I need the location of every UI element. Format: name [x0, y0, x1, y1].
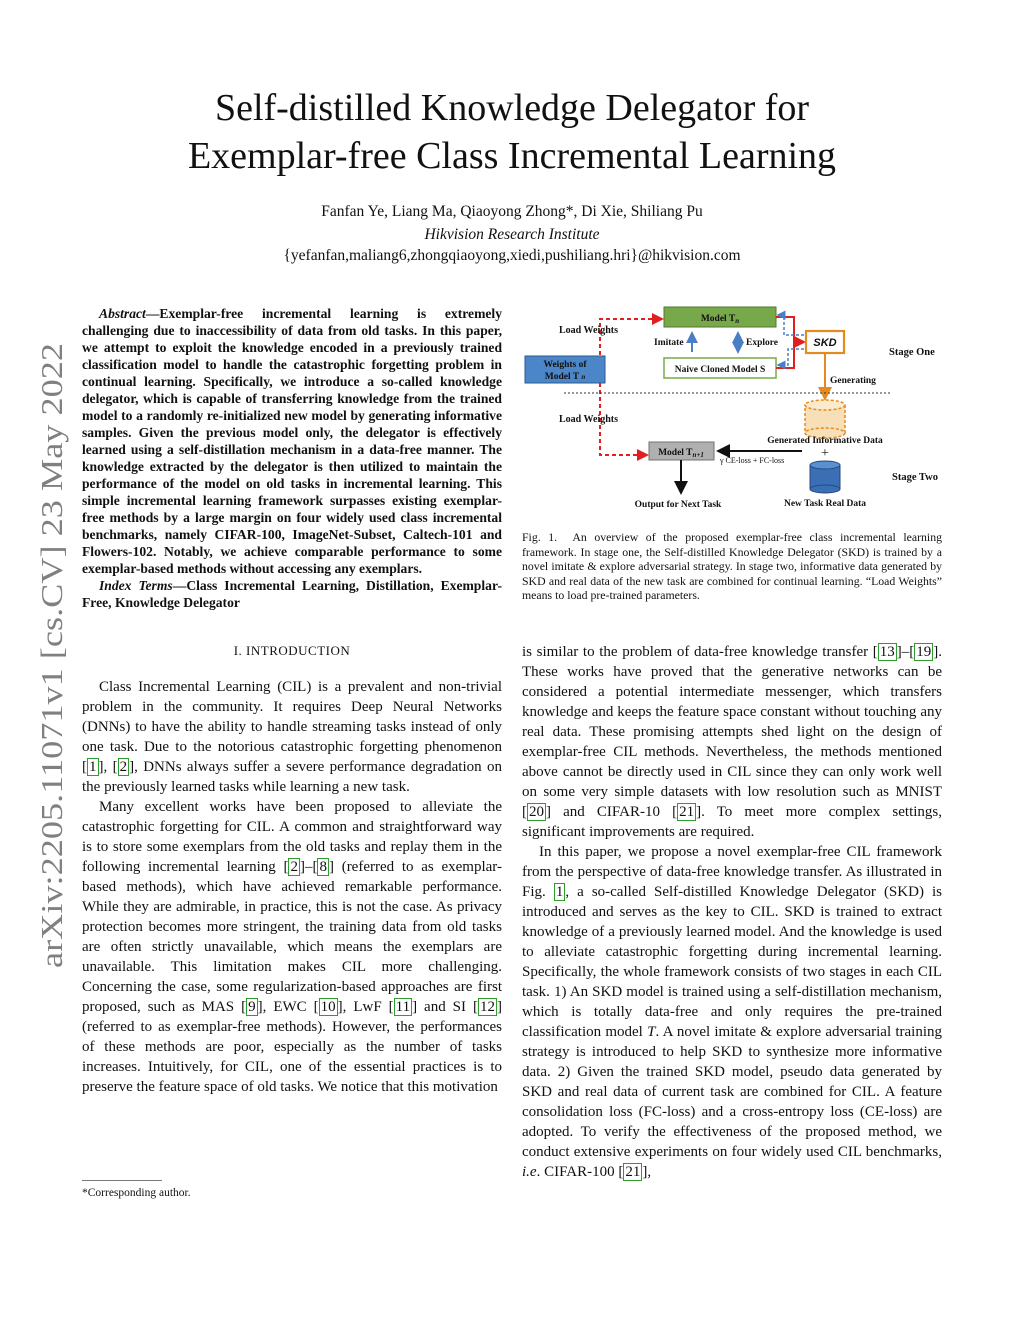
citation-link[interactable]: 8	[319, 859, 327, 875]
imitate-label: Imitate	[654, 338, 684, 348]
skd-label: SKD	[813, 337, 837, 349]
intro-paragraph-3: is similar to the problem of data-free knowledge transfer [ 13 ]–[ 19 ]. These works have proved that the generative networks can be considered a potential intermediate messenger, which transfers knowledge and keeps the feature space constant without touching any real data. These promising attempts shed light on the design of exemplar-free CIL methods. Nevertheless, the methods mentioned above cannot be directly used in CIL since they can only work well on some very simple datasets with low resolution such as MNIST [ 20 ] and CIFAR-10 [ 21 ]. To meet more complex settings, significant improvements are required.	[522, 644, 943, 840]
footnote-rule	[82, 1180, 162, 1181]
figure-caption	[522, 530, 942, 603]
arxiv-stamp	[28, 340, 72, 970]
naive-cloned-label: Naive Cloned Model S	[674, 365, 766, 375]
citation-link[interactable]: 20	[529, 804, 544, 820]
generated-data-label: Generated Informative Data	[767, 436, 883, 446]
author-names: Fanfan Ye, Liang Ma, Qiaoyong Zhong*, Di Xie, Shiliang Pu	[321, 203, 703, 220]
svg-text:Model T n	[545, 372, 586, 382]
citation-link[interactable]: 2	[290, 859, 298, 875]
abstract-text: —Exemplar-free incremental learning is extremely challenging due to inaccessibility of data from old tasks. In this paper, we attempt to exploit the knowledge encoded in a previously trained classification model to handle the catastrophic forgetting problem in continual learning. Specifically, we introduce a so-called knowledge delegator, which is capable of transferring knowledge from the trained model to a randomly re-initialized new model by generating informative samples. Given the previous model only, the delegator is effectively learned using a self-distillation mechanism in a data-free manner. The knowledge extracted by the delegator is then utilized to maintain the performance of the model on old tasks in incremental learning. This simple incremental learning framework surpasses existing exemplar-free methods by a large margin on four widely used class incremental benchmarks, namely CIFAR-100, ImageNet-Subset, Caltech-101 and Flowers-102. Notably, we achieve comparable performance to some exemplar-based methods without accessing any exemplars.	[82, 306, 502, 576]
abstract	[82, 305, 502, 577]
footnote: *Corresponding author.	[82, 1187, 191, 1199]
author-emails: {yefanfan,maliang6,zhongqiaoyong,xiedi,pushiliang.hri}@hikvision.com	[283, 247, 741, 264]
new-task-data-label: New Task Real Data	[783, 499, 867, 509]
citation-link[interactable]: 1	[89, 759, 97, 775]
load-weights-label-2: Load Weights	[559, 414, 618, 425]
stage-two-label: Stage Two	[892, 472, 938, 483]
paper-title	[100, 84, 924, 180]
caption-label: Fig. 1.	[522, 530, 558, 544]
index-terms-label: Index Terms	[99, 578, 173, 593]
left-column	[82, 305, 502, 1097]
citation-link[interactable]: 11	[395, 999, 411, 1015]
citation-link[interactable]: 9	[248, 999, 256, 1015]
index-terms-text: —Class Incremental Learning, Distillation, Exemplar-Free, Knowledge Delegator	[82, 578, 502, 610]
load-weights-label-1: Load Weights	[559, 325, 618, 336]
real-data-cylinder	[810, 461, 840, 493]
figure-1	[522, 295, 942, 520]
weights-box-subscript: n	[581, 373, 586, 381]
svg-text:Model Tn: Model $T_n$	[700, 314, 740, 325]
model-tn1-label: Model T	[658, 448, 693, 458]
stage-one-label: Stage One	[889, 347, 935, 358]
arxiv-stamp-text: arXiv:2205.11071v1 [cs.CV] 23 May 2022	[34, 433, 69, 968]
generating-label: Generating	[830, 376, 876, 386]
citation-link[interactable]: 21	[625, 1164, 641, 1180]
intro-paragraph-4: In this paper, we propose a novel exemplar-free CIL framework from the perspective of data-free knowledge transfer. As illustrated in Fig. 1 , a so-called Self-distilled Knowledge Delegator (SKD) is introduced and serves as the key to CIL. SKD is trained to extract knowledge of a previously learned model. And the knowledge is used to alleviate catastrophic forgetting during incremental learning. Specifically, the whole framework consists of two stages in each CIL task. 1) An SKD model is trained using a self-distillation mechanism, which is totally data-free and only requires the pre-trained classification model T. A novel imitate & explore adversarial training strategy is introduced to help SKD to synthesize more informative data. 2) Given the trained SKD model, pseudo data generated by SKD and real data of current task are combined for CIL. A feature consolidation loss (FC-loss) and a cross-entropy loss (CE-loss) are adopted. To verify the effectiveness of the proposed method, we conduct extensive experiments on four widely used CIL benchmarks, i.e. CIFAR-100 [ 21 ],	[522, 844, 943, 1180]
section-heading-introduction: I. INTRODUCTION	[233, 643, 351, 658]
abstract-label: Abstract	[99, 306, 146, 321]
citation-link[interactable]: 21	[679, 804, 695, 820]
citation-link[interactable]: 10	[320, 999, 336, 1015]
intro-paragraph-2: Many excellent works have been proposed to alleviate the catastrophic forgetting for CIL. A common and straightforward way is to store some exemplars from the old tasks and replay them in the following incremental learning [ 2 ]–[ 8 ] (referred to as exemplar-based methods), which have achieved remarkable performance. While they are admirable, in practice, this is not the case. As privacy protection becomes more stringent, the training data from old tasks are often strictly unavailable, which means the exemplars are unavailable. This limitation makes CIL more challenging. Concerning the case, some regularization-based approaches are first proposed, such as MAS [ 9 ], EWC [ 10 ], LwF [ 11 ] and SI [ 12 ] (referred to as exemplar-free methods). However, the performances of these methods are poor, especially as the number of tasks increases. Intuitively, for CIL, one of the essential practices is to preserve the feature space of old tasks. We notice that this motivation	[82, 799, 502, 1095]
affiliation: Hikvision Research Institute	[424, 226, 600, 243]
output-label: Output for Next Task	[634, 500, 722, 510]
citation-link[interactable]: 2	[119, 759, 128, 775]
explore-label: Explore	[746, 338, 779, 348]
model-tn-label: Model T	[700, 314, 736, 324]
intro-paragraph-1: Class Incremental Learning (CIL) is a prevalent and non-trivial problem in the community. It requires Deep Neural Networks (DNNs) to have the ability to handle streaming tasks instead of only one task. Due to the notorious catastrophic forgetting phenomenon [ 1 ], [ 2 ], DNNs always suffer a severe performance degradation on the previously learned tasks while learning a new task.	[82, 679, 502, 795]
right-column	[522, 642, 942, 1182]
caption-text: An overview of the proposed exemplar-free class incremental learning framework. In stage one, the Self-distilled Knowledge Delegator (SKD) is trained by a novel imitate & explore adversarial strategy. In stage two, informative data generated by SKD and real data of the new task are combined for continual learning. “Load Weights” means to load pre-trained parameters.	[522, 530, 942, 603]
citation-link[interactable]: 12	[479, 999, 495, 1015]
title-line-1: Self-distilled Knowledge Delegator for	[214, 87, 810, 129]
title-line-2: Exemplar-free Class Incremental Learning	[187, 135, 837, 177]
loss-label: γ CE-loss + FC-loss	[720, 456, 785, 465]
generated-data-cylinder	[805, 400, 845, 438]
weights-box-line-2: Model T	[544, 372, 579, 382]
figure-link[interactable]: 1	[555, 884, 564, 900]
index-terms	[82, 577, 502, 611]
weights-box-line-1: Weights of	[543, 360, 587, 370]
citation-link[interactable]: 13	[879, 644, 895, 660]
citation-link[interactable]: 19	[916, 644, 932, 660]
plus-sign: +	[821, 446, 829, 461]
svg-text:Model Tn+1: Model $T_{n+1}$	[658, 448, 704, 459]
